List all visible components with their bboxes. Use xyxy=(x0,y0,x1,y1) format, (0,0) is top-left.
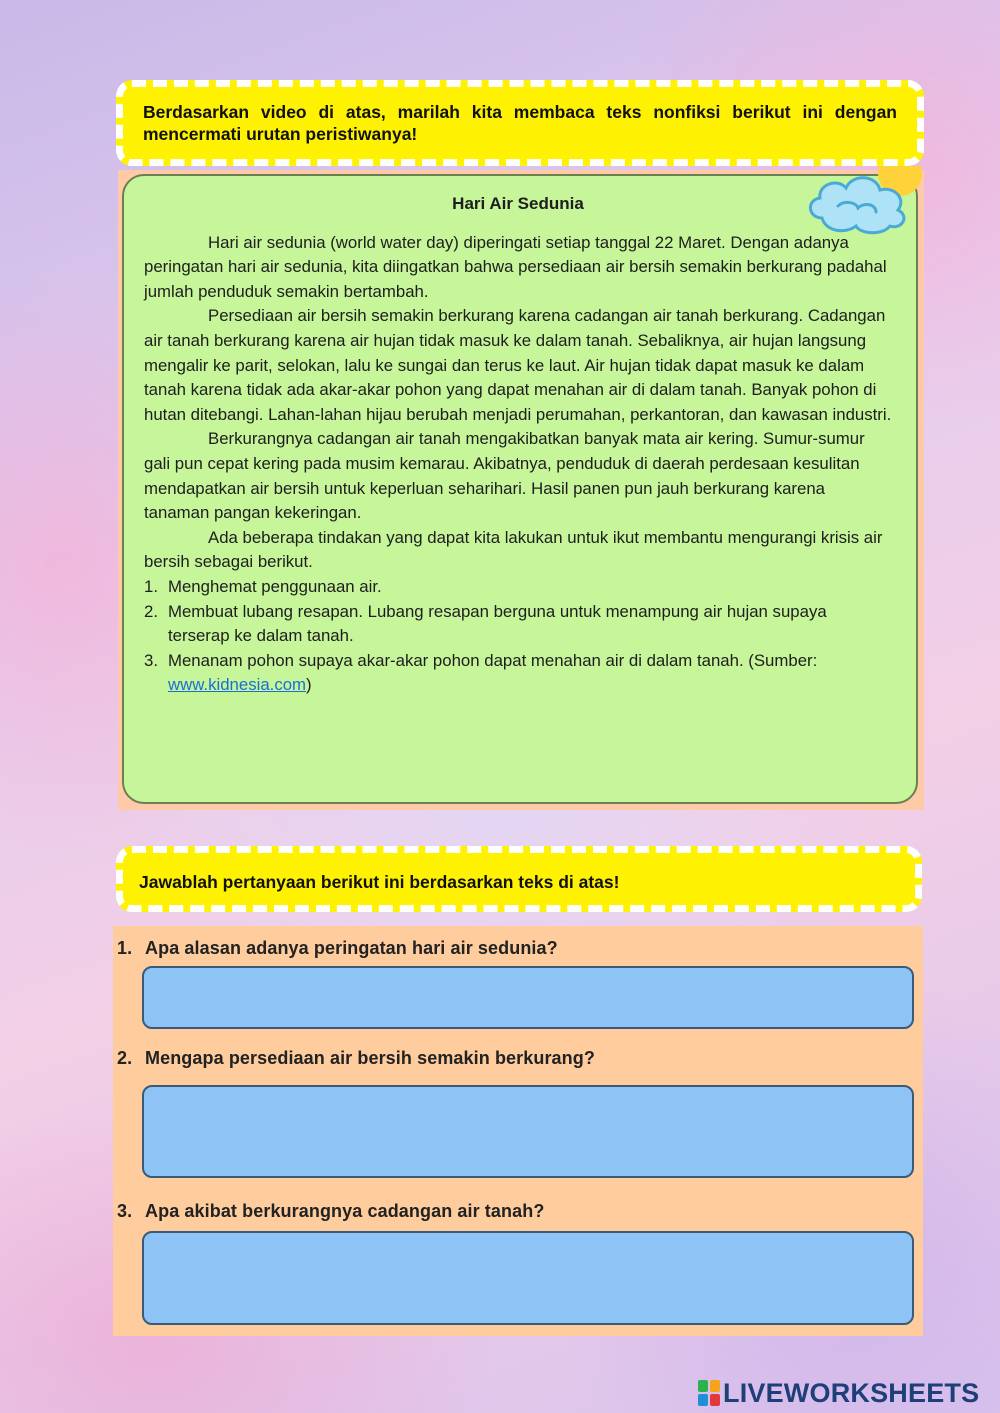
source-close: ) xyxy=(306,675,312,695)
question-text: Mengapa persediaan air bersih semakin berkurang? xyxy=(145,1048,595,1068)
question-number: 1. xyxy=(117,938,133,958)
question-number: 3. xyxy=(117,1201,133,1221)
question-text: Apa alasan adanya peringatan hari air sedunia? xyxy=(145,938,558,958)
reading-paragraph: Berkurangnya cadangan air tanah mengakibatkan banyak mata air kering. Sumur-sumur gali pun cepat kering pada musim kemarau. Akibatnya, penduduk di daerah perdesaan kesulitan mendapatkan air bersih untuk keperluan seharihari. Hasil panen pun jauh berkurang karena tanaman pangan kekeringan. xyxy=(144,429,865,523)
list-item-number: 1. xyxy=(144,576,158,596)
answer-instruction-text: Jawablah pertanyaan berikut ini berdasarkan teks di atas! xyxy=(139,872,620,892)
reading-instruction-banner xyxy=(116,80,924,166)
answer-input-2[interactable] xyxy=(142,1085,914,1178)
reading-instruction-text: Berdasarkan video di atas, marilah kita membaca teks nonfiksi berikut ini dengan mencermati urutan peristiwanya! xyxy=(143,102,897,144)
source-link[interactable]: www.kidnesia.com xyxy=(168,675,307,695)
reading-paragraph: Ada beberapa tindakan yang dapat kita lakukan untuk ikut membantu mengurangi krisis air bersih sebagai berikut. xyxy=(144,527,883,572)
list-item-text: Menanam pohon supaya akar-akar pohon dapat menahan air di dalam tanah. (Sumber: xyxy=(168,650,818,670)
reading-text-card xyxy=(122,174,918,804)
list-item-text: Membuat lubang resapan. Lubang resapan berguna untuk menampung air hujan supaya terserap ke dalam tanah. xyxy=(168,601,827,646)
list-item-number: 3. xyxy=(144,650,158,670)
list-item xyxy=(144,575,892,600)
logo-mark-icon xyxy=(698,1380,720,1406)
question-3 xyxy=(117,1201,544,1222)
cloud-icon xyxy=(804,166,922,238)
answer-input-3[interactable] xyxy=(142,1231,914,1325)
list-item-number: 2. xyxy=(144,601,158,621)
question-number: 2. xyxy=(117,1048,133,1068)
reading-text-frame xyxy=(118,170,924,810)
logo-text: LIVEWORKSHEETS xyxy=(723,1377,980,1408)
reading-title: Hari Air Sedunia xyxy=(452,194,584,213)
answer-instruction-banner xyxy=(116,846,922,912)
question-2 xyxy=(117,1048,595,1069)
questions-panel xyxy=(113,926,923,1336)
question-1 xyxy=(117,938,558,959)
reading-paragraph: Hari air sedunia (world water day) diperingati setiap tanggal 22 Maret. Dengan adanya peringatan hari air sedunia, kita diingatkan bahwa persediaan air bersih semakin berkurang padahal jumlah penduduk semakin bertambah. xyxy=(144,232,887,301)
action-list xyxy=(144,575,892,698)
answer-input-1[interactable] xyxy=(142,966,914,1029)
list-item xyxy=(144,600,892,649)
question-text: Apa akibat berkurangnya cadangan air tanah? xyxy=(145,1201,545,1221)
list-item xyxy=(144,649,892,698)
list-item-text: Menghemat penggunaan air. xyxy=(168,576,382,596)
liveworksheets-logo xyxy=(698,1378,979,1408)
reading-paragraph: Persediaan air bersih semakin berkurang karena cadangan air tanah berkurang. Cadangan air tanah berkurang karena air hujan tidak masuk ke dalam tanah. Sebaliknya, air hujan langsung mengalir ke parit, selokan, lalu ke sungai dan terus ke laut. Air hujan tidak dapat masuk ke dalam tanah karena tidak ada akar-akar pohon yang dapat menahan air di dalam tanah. Banyak pohon di hutan ditebangi. Lahan-lahan hijau berubah menjadi perumahan, perkantoran, dan kawasan industri. xyxy=(144,306,892,424)
